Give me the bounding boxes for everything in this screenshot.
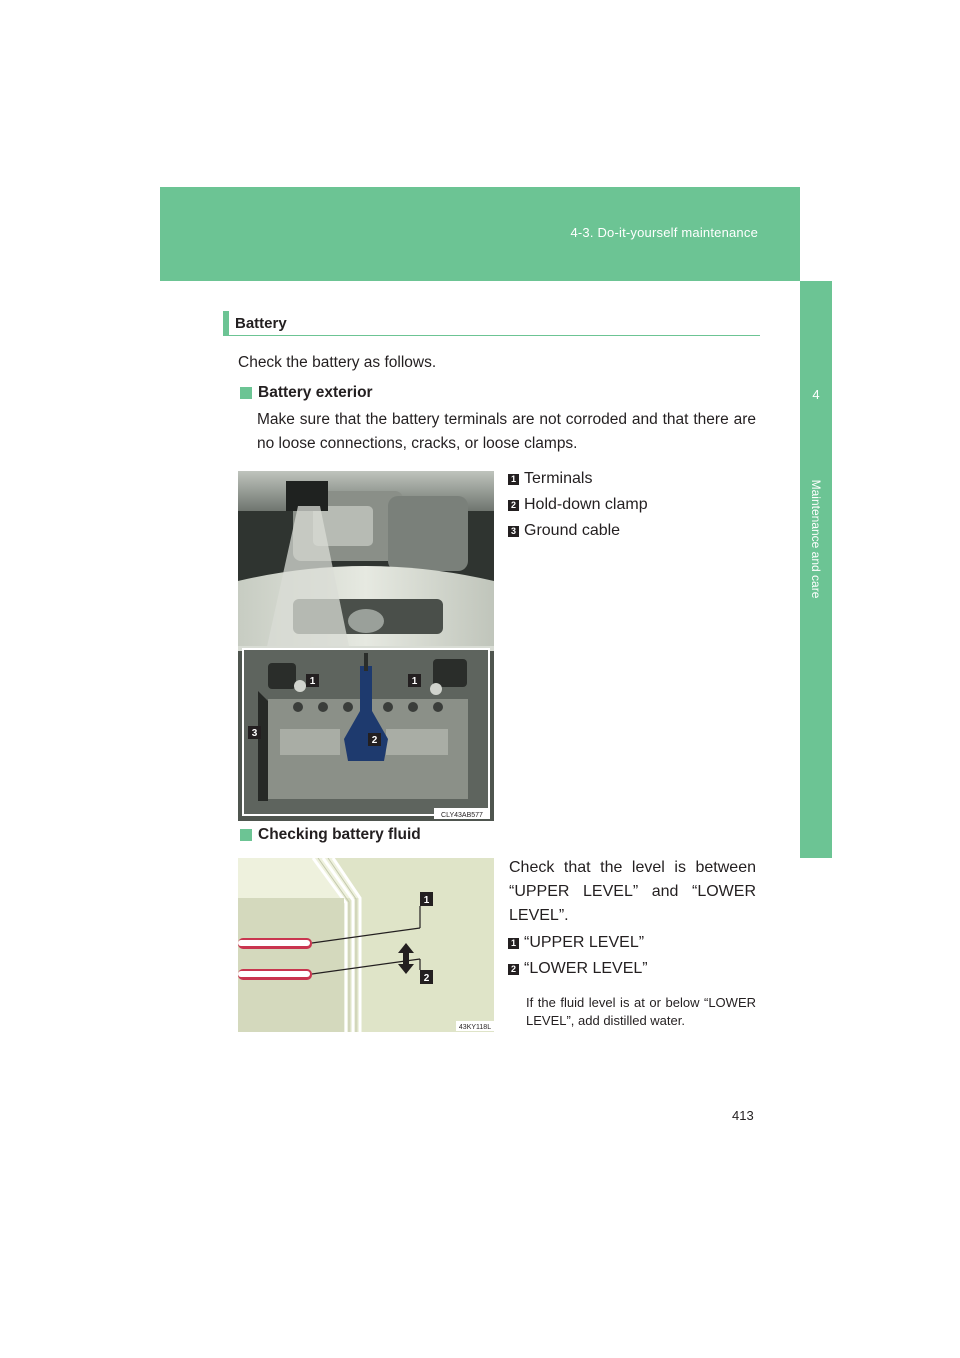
callout-clamp: 2 — [371, 735, 378, 746]
image-code-exterior: CLY43AB577 — [441, 812, 483, 819]
subheading-exterior — [240, 384, 373, 402]
chapter-header — [160, 187, 800, 281]
legend-item — [508, 518, 648, 544]
legend-number: 3 — [508, 526, 519, 537]
subheading-fluid-text: Checking battery fluid — [258, 826, 421, 843]
callout-terminal-left: 1 — [309, 676, 316, 687]
legend-number: 1 — [508, 474, 519, 485]
legend-item — [508, 930, 648, 956]
legend-label: Hold-down clamp — [524, 496, 648, 513]
exterior-paragraph: Make sure that the battery terminals are not corroded and that there are no loose connections, cracks, or loose clamps. — [257, 411, 756, 452]
legend-item — [508, 956, 648, 982]
page-number: 413 — [732, 1108, 754, 1123]
legend-number: 1 — [508, 938, 519, 949]
square-bullet-icon — [240, 829, 252, 841]
subheading-exterior-text: Battery exterior — [258, 384, 373, 401]
subheading-fluid — [240, 826, 421, 844]
callout-terminal-right: 1 — [411, 676, 418, 687]
fluid-note: If the fluid level is at or below “LOWER LEVEL”, add distilled water. — [526, 995, 756, 1028]
battery-exterior-illustration — [238, 471, 494, 821]
legend-item — [508, 466, 648, 492]
breadcrumb: 4-3. Do-it-yourself maintenance — [570, 225, 758, 240]
chapter-label: Maintenance and care — [809, 479, 823, 599]
fluid-legend — [508, 930, 648, 982]
intro-text: Check the battery as follows. — [238, 354, 437, 371]
legend-label: Terminals — [524, 470, 593, 487]
legend-label: “LOWER LEVEL” — [524, 960, 648, 977]
section-heading — [223, 311, 760, 336]
battery-fluid-illustration — [238, 858, 494, 1032]
section-title: Battery — [235, 315, 287, 332]
legend-number: 2 — [508, 964, 519, 975]
fluid-paragraph: Check that the level is between “UPPER LEVEL” and “LOWER LEVEL”. — [509, 859, 756, 924]
legend-item — [508, 492, 648, 518]
callout-ground: 3 — [251, 728, 258, 739]
legend-label: “UPPER LEVEL” — [524, 934, 645, 951]
chapter-side-tab — [800, 281, 832, 858]
image-code-fluid: 43KY118L — [458, 1024, 492, 1031]
legend-label: Ground cable — [524, 522, 621, 539]
square-bullet-icon — [240, 387, 252, 399]
legend-number: 2 — [508, 500, 519, 511]
callout-upper: 1 — [423, 895, 430, 906]
exterior-legend — [508, 466, 648, 544]
callout-lower: 2 — [423, 973, 430, 984]
chapter-number: 4 — [812, 387, 820, 402]
